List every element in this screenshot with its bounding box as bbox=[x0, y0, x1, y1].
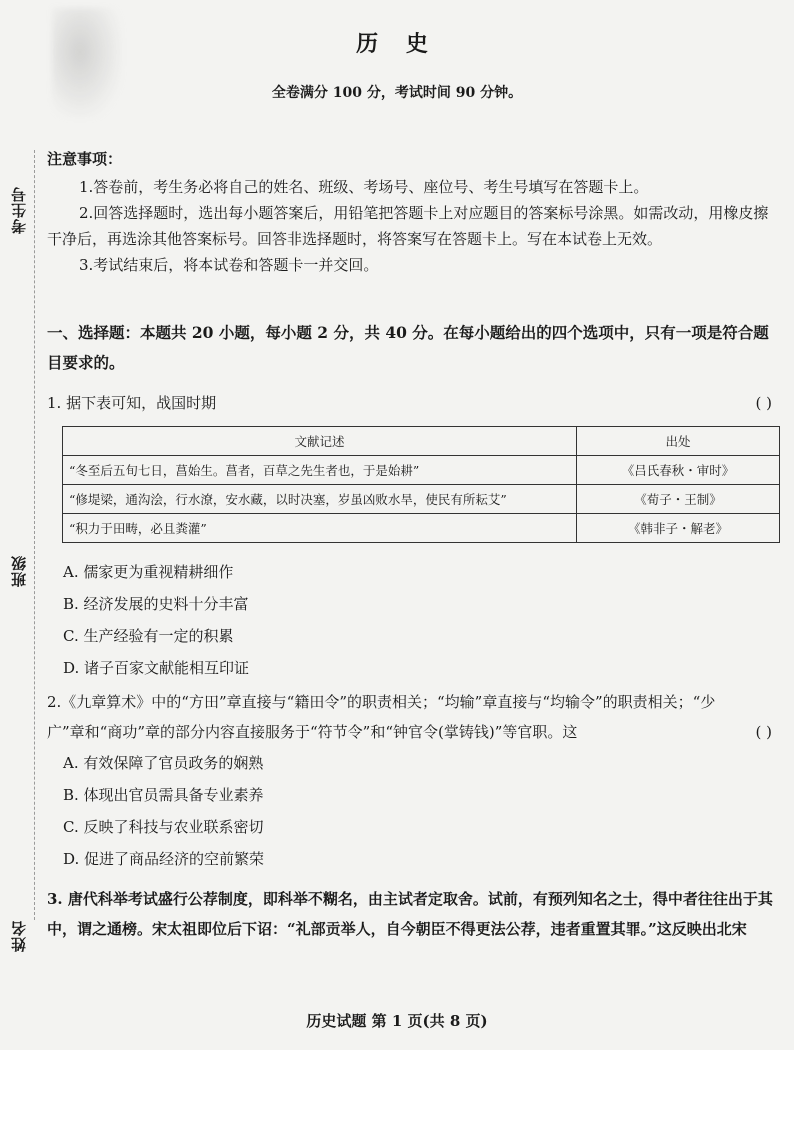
section-heading: 一、选择题：本题共 20 小题，每小题 2 分，共 40 分。在每小题给出的四个选项中，只有一项是符合题目要求的。 bbox=[47, 323, 769, 372]
option-d: D. 促进了商品经济的空前繁荣 bbox=[63, 850, 265, 868]
table-header-cell: 文献记述 bbox=[63, 427, 577, 456]
notice-heading: 注意事项： bbox=[47, 150, 123, 168]
table-cell: 《韩非子・解老》 bbox=[577, 514, 780, 543]
question-1 bbox=[47, 388, 782, 418]
page-footer: 历史试题 第 1 页(共 8 页) bbox=[306, 1012, 488, 1030]
notice-item: 2.回答选择题时，选出每小题答案后，用铅笔把答题卡上对应题目的答案标号涂黑。如需改动，用橡皮擦干净后，再选涂其他答案标号。回答非选择题时，将答案写在答题卡上。写在本试卷上无效。 bbox=[47, 204, 769, 248]
exam-subtitle: 全卷满分 100 分，考试时间 90 分钟。 bbox=[271, 85, 523, 101]
option-c: C. 反映了科技与农业联系密切 bbox=[63, 818, 264, 836]
option-a: A. 有效保障了官员政务的娴熟 bbox=[63, 754, 264, 772]
table-cell: “修堤梁，通沟浍，行水潦，安水藏，以时决塞，岁虽凶败水旱，使民有所耘艾” bbox=[63, 485, 577, 514]
side-label-exam-number: 考生号 bbox=[10, 186, 28, 234]
question-stem: 2.《九章算术》中的“方田”章直接与“籍田令”的职责相关；“均输”章直接与“均输令”的职责相关；“少广”章和“商功”章的部分内容直接服务于“符节令”和“钟官令(掌铸钱)”等官职。这 bbox=[47, 693, 716, 741]
table-cell: 《荀子・王制》 bbox=[577, 485, 780, 514]
question-2 bbox=[47, 687, 782, 875]
option-c: C. 生产经验有一定的积累 bbox=[63, 627, 234, 645]
table-row bbox=[63, 514, 780, 543]
question-1-options bbox=[47, 556, 782, 684]
question-stem: 3. 唐代科举考试盛行公荐制度，即科举不糊名，由主试者定取舍。试前，有预列知名之士，得中者往往出于其中，谓之通榜。宋太祖即位后下诏：“礼部贡举人，自今朝臣不得更法公荐，违者重置其罪。”这反映出北宋 bbox=[47, 890, 773, 938]
notice-block bbox=[47, 146, 777, 278]
option-b: B. 经济发展的史料十分丰富 bbox=[63, 595, 249, 613]
table-cell: “冬至后五旬七日，菖始生。菖者，百草之先生者也，于是始耕” bbox=[63, 456, 577, 485]
notice-item: 1.答卷前，考生务必将自己的姓名、班级、考场号、座位号、考生号填写在答题卡上。 bbox=[79, 178, 649, 196]
table-header-row bbox=[63, 427, 780, 456]
table-cell: 《吕氏春秋・审时》 bbox=[577, 456, 780, 485]
binding-line bbox=[34, 150, 36, 920]
table-row bbox=[63, 456, 780, 485]
source-table bbox=[62, 426, 780, 543]
table-header-cell: 出处 bbox=[577, 427, 780, 456]
table-cell: “积力于田畴，必且粪灌” bbox=[63, 514, 577, 543]
option-a: A. 儒家更为重视精耕细作 bbox=[63, 563, 234, 581]
page-title: 历 史 bbox=[356, 31, 438, 57]
side-label-class: 班级 bbox=[10, 555, 28, 587]
answer-bracket: ( ) bbox=[755, 723, 772, 741]
question-stem: 1. 据下表可知，战国时期 bbox=[47, 394, 217, 412]
answer-bracket: ( ) bbox=[755, 394, 772, 412]
notice-item: 3.考试结束后，将本试卷和答题卡一并交回。 bbox=[79, 256, 379, 274]
question-3 bbox=[47, 884, 782, 944]
option-b: B. 体现出官员需具备专业素养 bbox=[63, 786, 264, 804]
table-row bbox=[63, 485, 780, 514]
side-label-name: 姓名 bbox=[10, 920, 28, 952]
option-d: D. 诸子百家文献能相互印证 bbox=[63, 659, 250, 677]
